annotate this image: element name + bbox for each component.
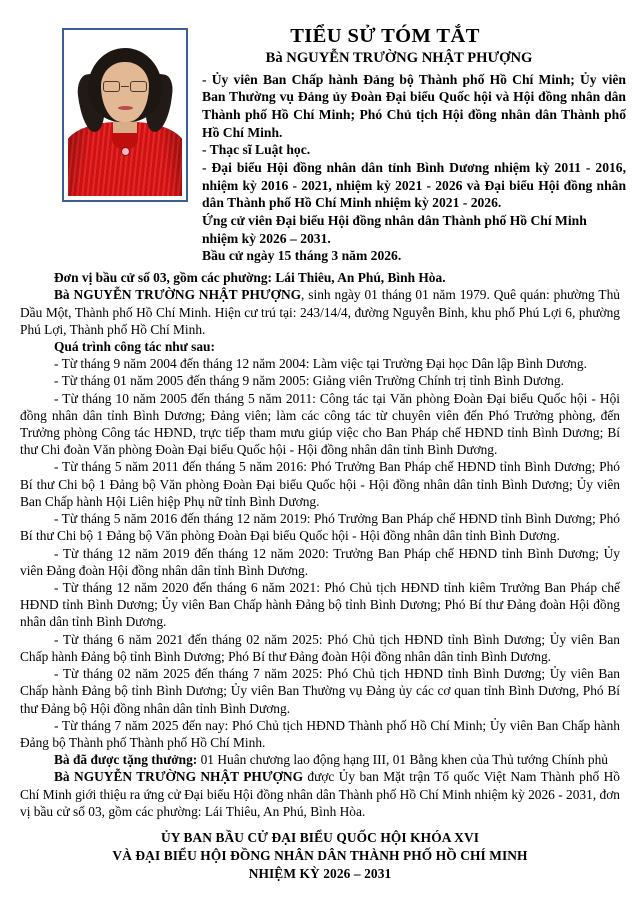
portrait-photo-frame [62,28,188,202]
nomination-name: Bà NGUYỄN TRƯỜNG NHẬT PHƯỢNG [54,769,303,785]
nomination-rest: được Ủy ban Mặt trận Tổ quốc Việt Nam Thành phố Hồ Chí Minh giới thiệu ra ứng cử Đại biểu Hội đồng nhân dân Thành phố Hồ Chí Minh nhiệm kỳ 2026 - 2031, đơn vị bầu cử số 03, gồm các phường: Lái Thiêu, An Phú, Bình Hòa. [20,769,620,819]
awards-text: 01 Huân chương lao động hạng III, 01 Bằng khen của Thủ tướng Chính phủ [197,752,609,768]
career-entry: - Từ tháng 7 năm 2025 đến nay: Phó Chủ tịch HĐND Thành phố Hồ Chí Minh; Ủy viên Ban Chấp hành Đảng bộ Thành phố Thành phố Hồ Chí Minh. [20,717,620,750]
intro-paragraph [20,286,620,338]
awards-paragraph [20,751,620,768]
header-text-block [188,22,628,265]
career-entry: - Từ tháng 02 năm 2025 đến tháng 7 năm 2025: Phó Chủ tịch HĐND tỉnh Bình Dương; Ủy viên Ban Chấp hành Đảng bộ tỉnh Bình Dương; Ủy viên Ban Thường vụ Đảng ủy các cơ quan tỉnh Bình Dương, Phó Bí thư Đảng bộ Hội đồng nhân dân tỉnh Bình Dương. [20,666,620,716]
body-zone [12,269,628,820]
portrait-brooch [121,147,130,156]
career-entry: - Từ tháng 12 năm 2020 đến tháng 6 năm 2021: Phó Chủ tịch HĐND tỉnh kiêm Trưởng Ban Pháp chế HĐND tỉnh Bình Dương; Ủy viên Ban Chấp hành Đảng bộ tỉnh Bình Dương; Phó Bí thư Đảng đoàn Hội đồng nhân dân tỉnh Bình Dương. [20,580,620,630]
glasses-icon [102,81,148,93]
career-entry: - Từ tháng 9 năm 2004 đến tháng 12 năm 2004: Làm việc tại Trường Đại học Dân lập Bình Dương. [54,356,587,372]
page-title: TIỂU SỬ TÓM TẮT [290,25,480,47]
header-line-candidacy: Ứng cử viên Đại biểu Hội đồng nhân dân Thành phố Hồ Chí Minh nhiệm kỳ 2026 – 2031. [202,213,587,246]
career-heading: Quá trình công tác như sau: [54,338,215,354]
awards-label: Bà đã được tặng thưởng: [54,752,198,768]
header-line-election-date: Bầu cử ngày 15 tháng 3 năm 2026. [202,248,402,264]
footer-block [12,829,628,882]
header-line-delegate-terms: - Đại biểu Hội đồng nhân dân tỉnh Bình Dương nhiệm kỳ 2011 - 2016, nhiệm kỳ 2016 - 2021, nhiệm kỳ 2021 - 2026 và Đại biểu Hội đồng nhân dân Thành phố Hồ Chí Minh nhiệm kỳ 2021 - 2026. [202,160,626,211]
career-entry: - Từ tháng 12 năm 2019 đến tháng 12 năm 2020: Trưởng Ban Pháp chế HĐND tỉnh Bình Dương; Ủy viên Đảng đoàn Hội đồng nhân dân tỉnh Bình Dương. [20,545,620,578]
intro-rest: , sinh ngày 01 tháng 01 năm 1979. Quê quán: phường Thủ Dầu Một, Thành phố Hồ Chí Minh. Hiện cư trú tại: 243/14/4, đường Nguyễn Bỉnh, khu phố Phú Lợi 6, phường Phú Lợi, Thành phố Hồ Chí Minh. [20,287,620,337]
career-entry: - Từ tháng 5 năm 2016 đến tháng 12 năm 2019: Phó Trưởng Ban Pháp chế HĐND tỉnh Bình Dương; Phó Bí thư Chi bộ 1 Đảng bộ Văn phòng Đoàn Đại biểu Quốc hội - Hội đồng nhân dân tỉnh Bình Dương. [20,511,620,544]
header-zone [12,22,628,265]
career-entry: - Từ tháng 5 năm 2011 đến tháng 5 năm 2016: Phó Trưởng Ban Pháp chế HĐND tỉnh Bình Dương; Phó Bí thư Chi bộ 1 Đảng bộ Văn phòng Đoàn Đại biểu Quốc hội - Hội đồng nhân dân tỉnh Bình Dương; Ủy viên Ban Chấp hành Hội Liên hiệp Phụ nữ tỉnh Bình Dương. [20,459,620,509]
electoral-unit-line: Đơn vị bầu cử số 03, gồm các phường: Lái Thiêu, An Phú, Bình Hòa. [54,270,446,286]
footer-line-3: NHIỆM KỲ 2026 – 2031 [248,865,392,881]
portrait-mouth [118,106,133,110]
career-entry: - Từ tháng 6 năm 2021 đến tháng 02 năm 2025: Phó Chủ tịch HĐND tỉnh Bình Dương; Ủy viên Ban Chấp hành Đảng bộ tỉnh Bình Dương; Phó Bí thư Đảng đoàn Hội đồng nhân dân tỉnh Bình Dương. [20,631,620,664]
portrait-photo [68,34,182,196]
intro-name: Bà NGUYỄN TRƯỜNG NHẬT PHƯỢNG [54,287,302,303]
footer-line-2: VÀ ĐẠI BIỂU HỘI ĐỒNG NHÂN DÂN THÀNH PHỐ HỒ CHÍ MINH [112,847,528,863]
career-entry: - Từ tháng 01 năm 2005 đến tháng 9 năm 2005: Giảng viên Trường Chính trị tỉnh Bình Dương. [54,373,564,389]
nomination-paragraph [20,768,620,820]
footer-line-1: ỦY BAN BẦU CỬ ĐẠI BIỂU QUỐC HỘI KHÓA XVI [160,830,480,846]
header-line-education: - Thạc sĩ Luật học. [202,142,311,158]
header-line-positions: - Ủy viên Ban Chấp hành Đảng bộ Thành phố Hồ Chí Minh; Ủy viên Ban Thường vụ Đảng ủy Đoàn Đại biểu Quốc hội và Hội đồng nhân dân Thành phố Hồ Chí Minh; Phó Chủ tịch Hội đồng nhân dân Thành phố Hồ Chí Minh. [202,71,626,140]
career-entry: - Từ tháng 10 năm 2005 đến tháng 5 năm 2011: Công tác tại Văn phòng Đoàn Đại biểu Quốc hội - Hội đồng nhân dân tỉnh Bình Dương; Đảng viên; làm các công tác từ chuyên viên đến Phó Trưởng phòng, đến Trưởng phòng Công tác HĐND, trực tiếp tham mưu giúp việc cho Ban Pháp chế HĐND tỉnh Bình Dương; Bí thư Chi đoàn Văn phòng Đoàn Đại biểu Quốc hội - Hội đồng nhân dân tỉnh Bình Dương. [20,390,620,458]
subject-name: Bà NGUYỄN TRƯỜNG NHẬT PHƯỢNG [265,50,533,67]
